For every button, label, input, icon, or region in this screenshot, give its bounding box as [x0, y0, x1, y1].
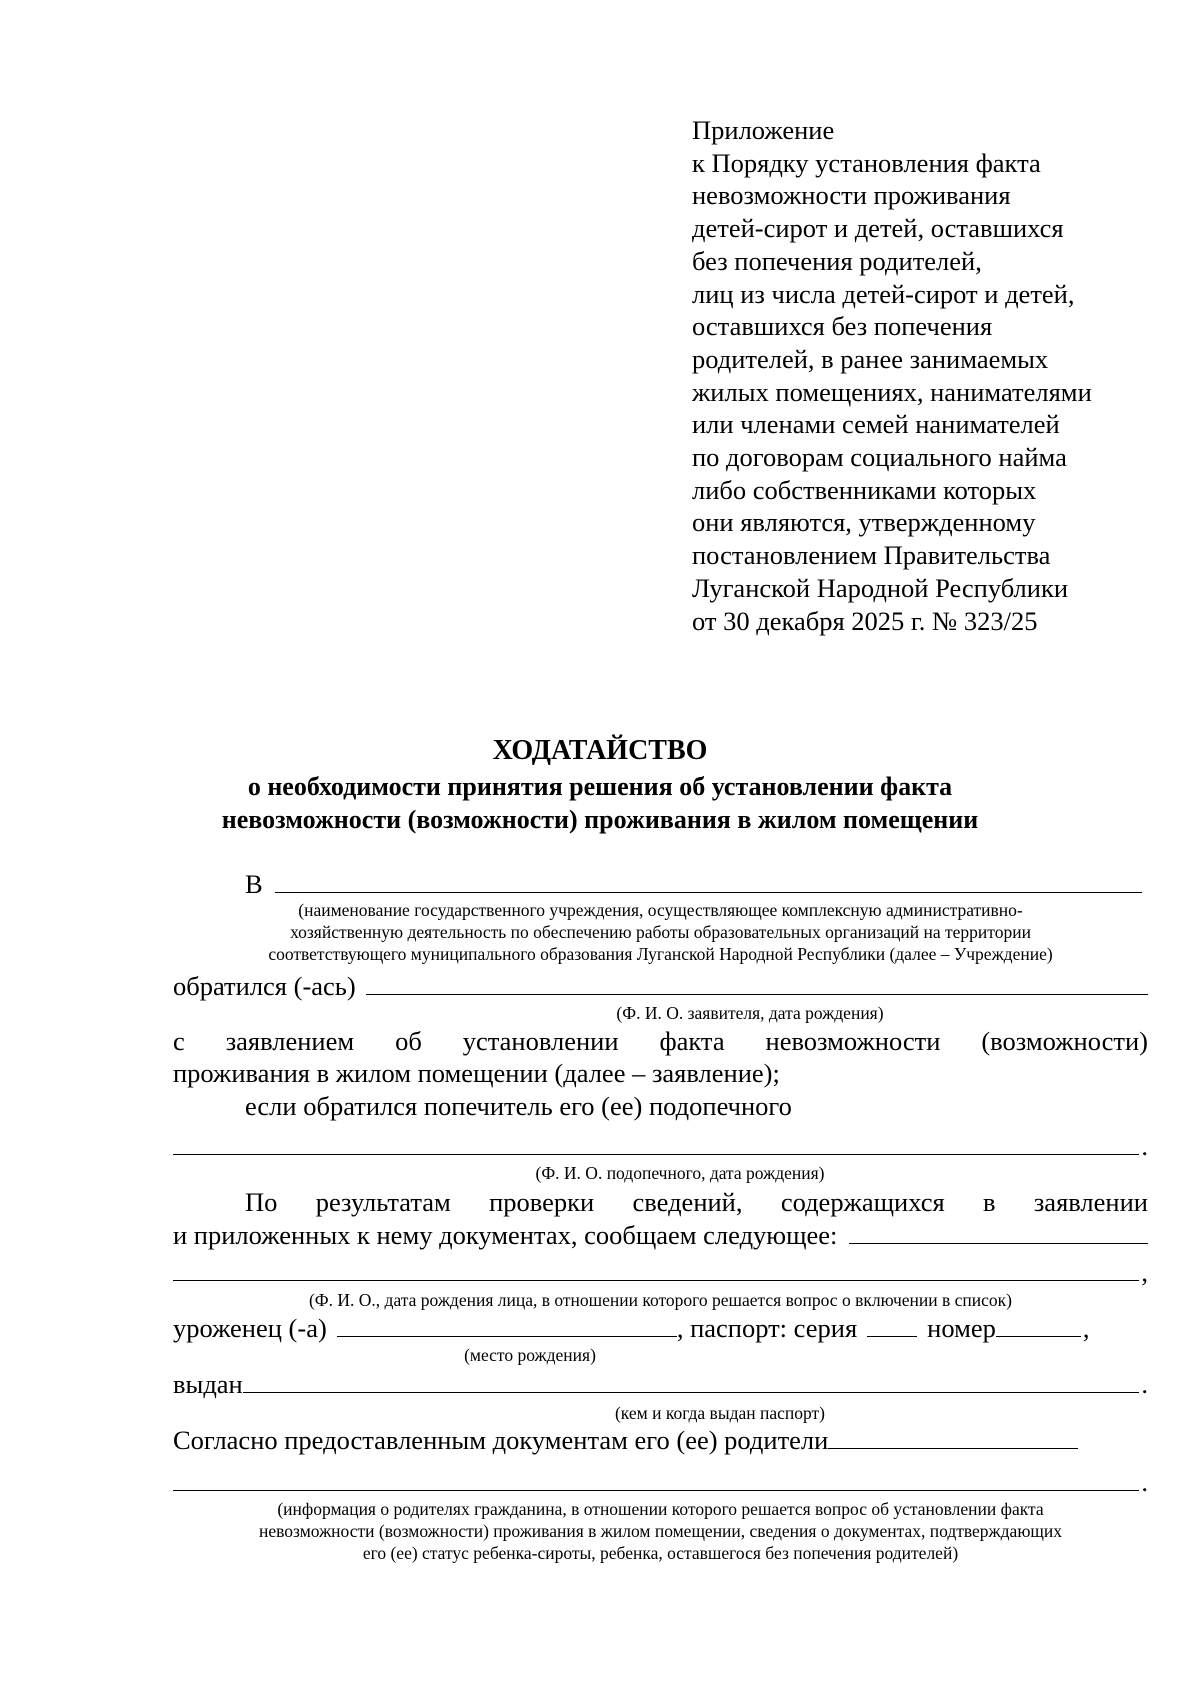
appendix-line: от 30 декабря 2025 г. № 323/25 — [692, 605, 1038, 636]
results-word: заявлении — [1033, 1187, 1148, 1217]
statement-word: с — [173, 1026, 185, 1056]
addressee-prefix: В — [245, 869, 263, 899]
appendix-line: либо собственниками которых — [692, 474, 1037, 505]
applicant-prefix: обратился (-ась) — [173, 971, 356, 1001]
results-word: сведений, — [632, 1187, 743, 1217]
parents-field-2[interactable] — [173, 1466, 1139, 1491]
results-word: По — [245, 1187, 278, 1217]
appendix-line: по договорам социального найма — [692, 442, 1067, 473]
parents-row — [173, 1424, 1078, 1456]
guardian-line: если обратился попечитель его (ее) подопечного — [245, 1091, 792, 1121]
applicant-field[interactable] — [366, 970, 1148, 995]
statement-line — [173, 1025, 1148, 1057]
results-word: содержащихся — [780, 1187, 945, 1217]
passport-number-field[interactable] — [996, 1312, 1081, 1337]
birthplace-field[interactable] — [337, 1312, 677, 1337]
passport-series-field[interactable] — [867, 1312, 917, 1337]
appendix-line: они являются, утвержденному — [692, 507, 1036, 538]
document-subtitle-line: о необходимости принятия решения об установлении факта — [247, 772, 953, 801]
results-line-2 — [173, 1219, 1148, 1251]
statement-line: проживания в жилом помещении (далее – заявление); — [173, 1058, 780, 1088]
statement-word: об — [395, 1026, 422, 1056]
person-caption: (Ф. И. О., дата рождения лица, в отношении которого решается вопрос о включении в список) — [308, 1290, 1012, 1310]
appendix-line: оставшихся без попечения — [692, 311, 993, 342]
ward-end-punctuation: . — [1141, 1131, 1148, 1161]
person-end-punctuation: , — [1141, 1257, 1148, 1287]
born-prefix: уроженец (-а) — [173, 1313, 327, 1343]
parents-caption: его (ее) статус ребенка-сироты, ребенка, оставшегося без попечения родителей) — [362, 1543, 959, 1563]
issued-field[interactable] — [243, 1368, 1140, 1393]
parents-row-2 — [173, 1466, 1148, 1498]
issued-end-punctuation: . — [1141, 1369, 1148, 1399]
results-word: проверки — [489, 1187, 595, 1217]
addressee-row — [245, 868, 1142, 900]
statement-word: установлении — [462, 1026, 619, 1056]
results-line-2-text: и приложенных к нему документах, сообщаем следующее: — [173, 1220, 838, 1250]
applicant-row — [173, 970, 1148, 1002]
appendix-line: жилых помещениях, нанимателями — [692, 376, 1092, 407]
addressee-caption: соответствующего муниципального образования Луганской Народной Республики (далее – Учреждение) — [268, 944, 1053, 964]
appendix-line: без попечения родителей, — [692, 245, 982, 276]
appendix-line: лиц из числа детей-сирот и детей, — [692, 278, 1075, 309]
issued-caption: (кем и когда выдан паспорт) — [614, 1403, 825, 1423]
birthplace-caption: (место рождения) — [464, 1345, 596, 1365]
passport-series-label: , паспорт: серия — [676, 1313, 858, 1343]
results-word: в — [983, 1187, 996, 1217]
applicant-caption: (Ф. И. О. заявителя, дата рождения) — [616, 1003, 884, 1023]
parents-caption: (информация о родителях гражданина, в отношении которого решается вопрос об установлении факта — [277, 1499, 1044, 1519]
passport-number-label: номер — [927, 1313, 996, 1343]
statement-word: (возможности) — [981, 1026, 1148, 1056]
appendix-line: Приложение — [692, 115, 835, 145]
appendix-block — [692, 114, 1172, 637]
issued-prefix: выдан — [173, 1369, 243, 1399]
parents-label: Согласно предоставленным документам его (ее) родители — [173, 1425, 829, 1455]
ward-row — [173, 1130, 1148, 1162]
addressee-caption: хозяйственную деятельность по обеспечению работы образовательных организаций на территории — [290, 922, 1031, 942]
ward-caption: (Ф. И. О. подопечного, дата рождения) — [535, 1163, 825, 1183]
results-word: результатам — [315, 1187, 451, 1217]
appendix-line: постановлением Правительства — [692, 540, 1051, 571]
parents-end-punctuation: . — [1141, 1467, 1148, 1497]
statement-word: заявлением — [225, 1026, 355, 1056]
appendix-line: детей-сирот и детей, оставшихся — [692, 213, 1064, 244]
appendix-line: невозможности проживания — [692, 180, 1011, 211]
results-field[interactable] — [849, 1219, 1148, 1244]
statement-word: факта — [659, 1026, 725, 1056]
addressee-field[interactable] — [275, 868, 1142, 893]
appendix-line: Луганской Народной Республики — [692, 572, 1069, 603]
appendix-line: родителей, в ранее занимаемых — [692, 343, 1049, 374]
parents-field[interactable] — [828, 1424, 1078, 1449]
issued-row — [173, 1368, 1148, 1400]
statement-word: невозможности — [765, 1026, 941, 1056]
person-field[interactable] — [173, 1256, 1139, 1281]
document-title: ХОДАТАЙСТВО — [492, 735, 708, 766]
appendix-line: к Порядку установления факта — [692, 147, 1041, 178]
results-line — [245, 1186, 1148, 1218]
ward-field[interactable] — [173, 1130, 1139, 1155]
passport-end-punctuation: , — [1082, 1313, 1090, 1343]
document-subtitle-line: невозможности (возможности) проживания в жилом помещении — [221, 805, 979, 834]
addressee-caption: (наименование государственного учреждения, осуществляющее комплексную административно- — [298, 900, 1023, 920]
parents-caption: невозможности (возможности) проживания в жилом помещении, сведения о документах, подтверждающих — [259, 1521, 1062, 1541]
birth-passport-row — [173, 1312, 1148, 1344]
appendix-line: или членами семей нанимателей — [692, 409, 1060, 440]
person-row — [173, 1256, 1148, 1288]
